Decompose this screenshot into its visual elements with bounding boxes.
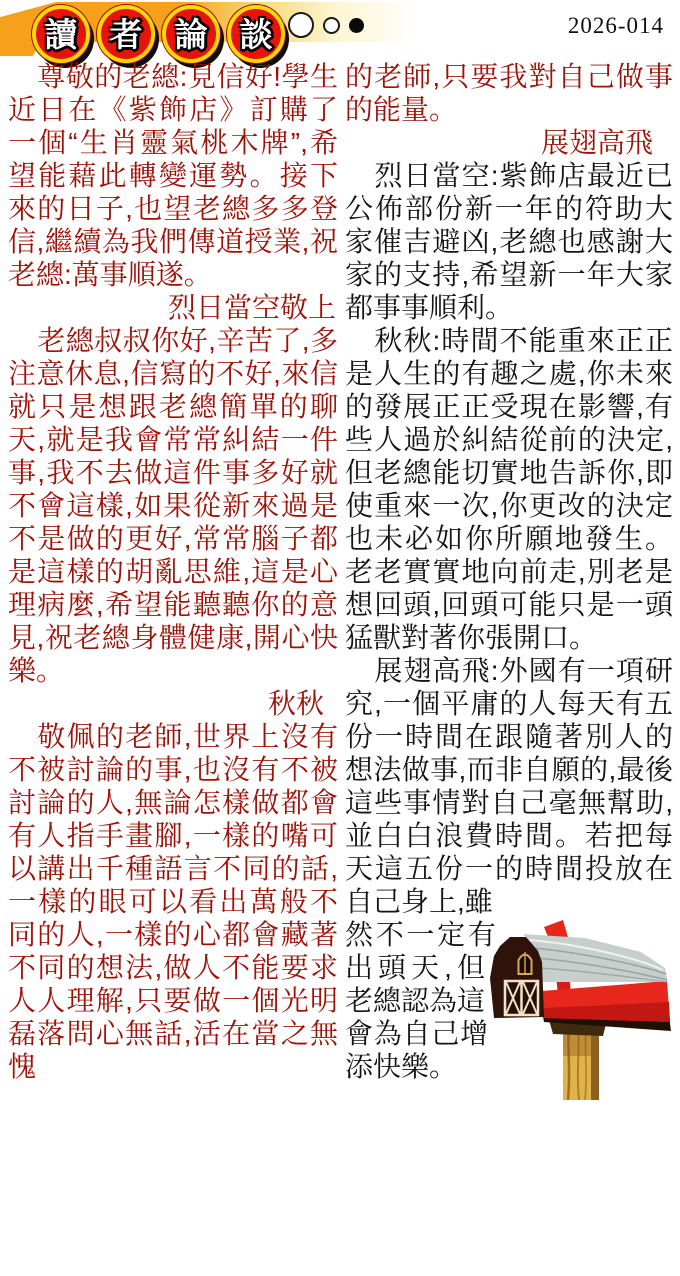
outline-circle-small-icon xyxy=(323,17,340,34)
letter1-signature: 烈日當空敬上 xyxy=(167,292,336,323)
filled-circle-icon xyxy=(349,18,364,33)
logo-char: 論 xyxy=(174,15,208,53)
logo-char: 讀 xyxy=(44,15,78,53)
letter1-text: 尊敬的老總:見信好!學生近日在《紫飾店》訂購了一個“生肖靈氣桃木牌”,希望能藉此轉變運勢。接下來的日子,也望老總多多登信,繼續為我們傳道授業,祝老總:萬事順遂。 xyxy=(8,61,338,290)
mailbox-icon xyxy=(487,918,673,1100)
decorative-dots xyxy=(288,12,364,38)
reply3-wrap-block xyxy=(345,918,673,1100)
logo-circle-4 xyxy=(227,5,285,63)
letter3-signature: 展翅高飛 xyxy=(540,127,653,158)
reply3-text: 展翅高飛:外國有一項研究,一個平庸的人每天有五份一時間在跟隨著別人的想法做事,而非自願的,最後這些事情對自己毫無幫助,並白白浪費時間。若把每天這五份一的時間投放在自己身上,雖 xyxy=(345,655,673,917)
reply1-text: 烈日當空:紫飾店最近已公佈部份新一年的符助大家催吉避凶,老總也感謝大家的支持,希望新一年大家都事事順利。 xyxy=(345,160,673,323)
logo-circle-1 xyxy=(32,5,90,63)
logo-char: 談 xyxy=(239,15,273,53)
letter2-signature: 秋秋 xyxy=(267,688,324,719)
column-logo xyxy=(32,5,285,63)
reply2-text: 秋秋:時間不能重來正正是人生的有趣之處,你未來的發展正正受現在影響,有些人過於糾結從前的決定,但老總能切實地告訴你,即使重來一次,你更改的決定也未必如你所願地發生。老老實實地向前走,別老是想回頭,回頭可能只是一頭猛獸對著你張開口。 xyxy=(345,325,673,653)
left-column xyxy=(8,60,338,1083)
logo-char: 者 xyxy=(109,15,143,53)
outline-circle-large-icon xyxy=(288,12,314,38)
letter2-text: 老總叔叔你好,辛苦了,多注意休息,信寫的不好,來信就只是想跟老總簡單的聊天,就是我會常常糾結一件事,我不去做這件事多好就不會這樣,如果從新來過是不是做的更好,常常腦子都是這樣的胡亂思維,這是心理病麼,希望能聽聽你的意見,祝老總身體健康,開心快樂。 xyxy=(8,325,338,686)
letter3-text-part2: 的老師,只要我對自己做事的能量。 xyxy=(345,61,673,125)
logo-circle-2 xyxy=(97,5,155,63)
right-column xyxy=(345,60,673,1100)
issue-number: 2026-014 xyxy=(567,13,664,38)
letter3-text-part1: 敬佩的老師,世界上沒有不被討論的事,也沒有不被討論的人,無論怎樣做都會有人指手畫腳,一樣的嘴可以講出千種語言不同的話,一樣的眼可以看出萬般不同的人,一樣的心都會藏著不同的想法,做人不能要求人人理解,只要做一個光明磊落問心無話,活在當之無愧 xyxy=(8,721,338,1082)
reply3-text-wrap: 然不一定有出頭天,但老總認為這會為自己增添快樂。 xyxy=(345,919,496,1082)
logo-circle-3 xyxy=(162,5,220,63)
